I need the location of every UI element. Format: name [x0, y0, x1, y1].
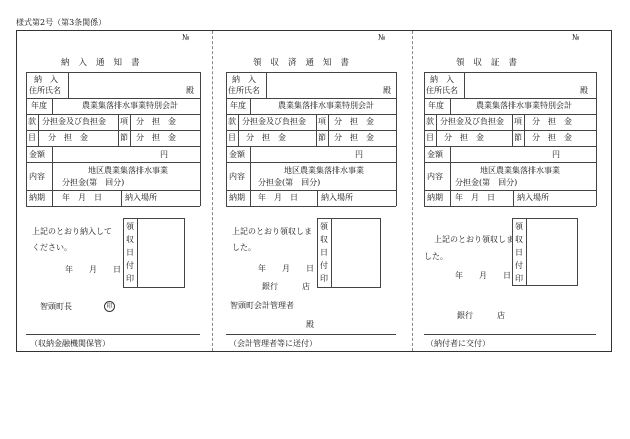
body-text-2: した。	[232, 243, 256, 252]
place-label: 納入場所	[321, 193, 353, 202]
no-label: №	[378, 33, 386, 42]
kou-label: 項	[120, 117, 128, 126]
body-text-2: した。	[424, 252, 448, 261]
receipt-stamp-label: 領 収 日 付 印	[126, 222, 134, 283]
body-text-2: ください。	[32, 243, 72, 252]
payee-label: 納 入	[34, 75, 58, 84]
setsu-label: 節	[120, 133, 128, 142]
form-title: 領収証書	[456, 58, 527, 68]
deadline-date: 年 月 日	[62, 193, 102, 202]
content-line-2: 分担金(第 回分)	[455, 178, 518, 187]
seal-icon: 印	[104, 301, 115, 312]
body-text-1: 上記のとおり納入して	[32, 227, 112, 236]
dono: 殿	[186, 86, 194, 95]
issuer: 智頭町会計管理者	[230, 301, 294, 310]
nendo-label: 年度	[428, 101, 444, 110]
kan-label: 款	[228, 117, 236, 126]
receipt-stamp-label: 領 収 日 付 印	[515, 222, 523, 283]
receipt-stamp-label: 領 収 日 付 印	[320, 222, 328, 283]
payee-address-label: 住所氏名	[29, 86, 61, 95]
dono: 殿	[383, 86, 391, 95]
issuer: 智頭町長	[40, 302, 72, 311]
amount-label: 金額	[229, 150, 245, 159]
setsu-value: 分 担 金	[334, 133, 374, 142]
divider-1	[212, 31, 213, 351]
content-line-2: 分担金(第 回分)	[258, 178, 321, 187]
body-date: 年 月 日	[65, 265, 121, 274]
nendo-label: 年度	[230, 101, 246, 110]
content-label: 内容	[229, 172, 245, 181]
deadline-label: 納期	[229, 193, 245, 202]
moku-value: 分 担 金	[48, 133, 88, 142]
moku-value: 分 担 金	[246, 133, 286, 142]
kan-value: 分担金及び負担金	[242, 117, 306, 126]
yen: 円	[355, 150, 363, 159]
kou-value: 分 担 金	[334, 117, 374, 126]
kan-label: 款	[28, 117, 36, 126]
content-label: 内容	[427, 172, 443, 181]
yen: 円	[552, 150, 560, 159]
kou-value: 分 担 金	[136, 117, 176, 126]
body-text-1: 上記のとおり領収しま	[232, 227, 312, 236]
kou-label: 項	[318, 117, 326, 126]
moku-label: 目	[28, 133, 36, 142]
content-line-1: 地区農業集落排水事業	[88, 166, 168, 175]
content-label: 内容	[29, 172, 45, 181]
amount-label: 金額	[29, 150, 45, 159]
footer-note: （収納金融機関保管）	[30, 339, 110, 348]
account-name: 農業集落排水事業特別会計	[82, 101, 178, 110]
account-name: 農業集落排水事業特別会計	[476, 101, 572, 110]
payee-label: 納 入	[232, 75, 256, 84]
setsu-value: 分 担 金	[532, 133, 572, 142]
deadline-date: 年 月 日	[455, 193, 495, 202]
form-number-label: 様式第2号（第3条関係）	[16, 18, 107, 27]
kan-label: 款	[426, 117, 434, 126]
bank-branch: 銀行 店	[457, 311, 505, 320]
dono-2: 殿	[306, 320, 314, 329]
moku-label: 目	[228, 133, 236, 142]
kan-value: 分担金及び負担金	[42, 117, 106, 126]
no-label: №	[182, 33, 190, 42]
form-title: 領収済通知書	[253, 58, 359, 68]
kou-label: 項	[514, 117, 522, 126]
footer-note: （会計管理者等に送付）	[229, 339, 317, 348]
bank-branch: 銀行 店	[262, 282, 310, 291]
body-text-1: 上記のとおり領収しま	[434, 235, 514, 244]
dono: 殿	[580, 86, 588, 95]
footer-note: （納付者に交付）	[426, 339, 490, 348]
deadline-label: 納期	[29, 193, 45, 202]
kan-value: 分担金及び負担金	[440, 117, 504, 126]
place-label: 納入場所	[125, 193, 157, 202]
no-label: №	[572, 33, 580, 42]
payee-address-label: 住所氏名	[426, 86, 458, 95]
deadline-label: 納期	[427, 193, 443, 202]
content-line-1: 地区農業集落排水事業	[284, 166, 364, 175]
divider-2	[412, 31, 413, 351]
body-date: 年 月 日	[455, 271, 511, 280]
payee-address-label: 住所氏名	[228, 86, 260, 95]
setsu-value: 分 担 金	[136, 133, 176, 142]
kou-value: 分 担 金	[532, 117, 572, 126]
body-date: 年 月 日	[258, 264, 314, 273]
moku-label: 目	[426, 133, 434, 142]
deadline-date: 年 月 日	[258, 193, 298, 202]
account-name: 農業集落排水事業特別会計	[278, 101, 374, 110]
yen: 円	[160, 150, 168, 159]
nendo-label: 年度	[31, 101, 47, 110]
payee-label: 納 入	[430, 75, 454, 84]
content-line-1: 地区農業集落排水事業	[480, 166, 560, 175]
content-line-2: 分担金(第 回分)	[62, 178, 125, 187]
moku-value: 分 担 金	[444, 133, 484, 142]
setsu-label: 節	[318, 133, 326, 142]
amount-label: 金額	[427, 150, 443, 159]
form-title: 納入通知書	[61, 58, 149, 68]
place-label: 納入場所	[517, 193, 549, 202]
setsu-label: 節	[514, 133, 522, 142]
